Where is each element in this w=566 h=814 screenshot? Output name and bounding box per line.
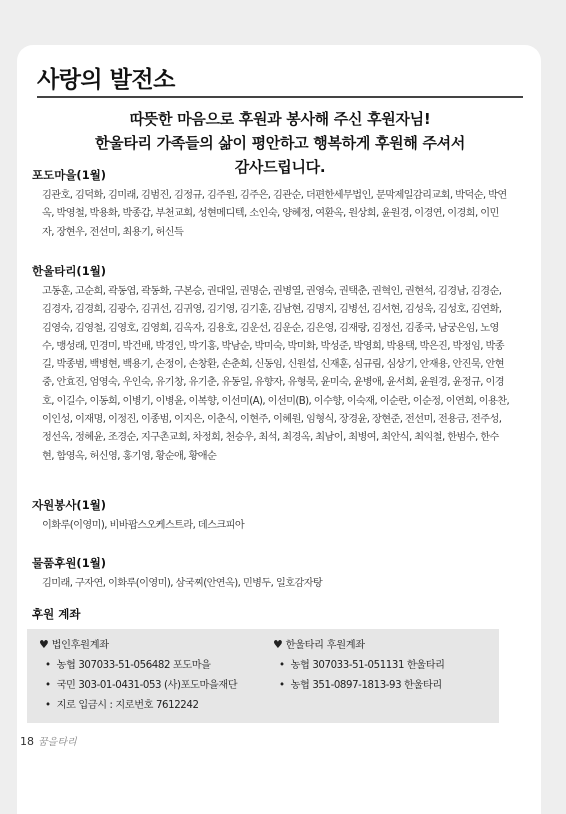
account-item: • 지로 입금시 : 지로번호 7612242 — [45, 700, 199, 711]
donor-list-han: 고동훈, 고순희, 곽동엽, 곽동화, 구본승, 권대일, 권명순, 권병열, 권영숙, 권택춘, 권혁인, 권현석, 김경남, 김경순, 김경자, 김경희, 김광수, 김귀선, 김귀영, 김기영, 김기훈, 김남현, 김명지, 김병선, 김서현, 김성욱, 김성호, 김연화, 김영숙, 김영철, 김영호, 김영희, 김옥자, 김용호, 김운선, 김운순, 김은영, 김재랑, 김정선, 김종국, 남궁은임, 노영수, 맹성래, 민경미, 박건배, 박경인, 박기홍, 박남순, 박미숙, 박미화, 박성준, 박영희, 박용택, 박은진, 박정임, 박종길, 박종범, 백병현, 백용기, 손정이, 손창환, 손춘희, 신동임, 신원섭, 신재훈, 심규림, 심상기, 안재용, 안진묵, 안현중, 안효진, 엄영숙, 우인숙, 유기창, 유기춘, 유동일, 유향자, 유형묵, 윤미숙, 윤병애, 윤서희, 윤원경, 윤정규, 이경호, 이길수, 이동희, 이병기, 이병윤, 이복향, 이선미(A), 이선미(B), 이수향, 이숙재, 이순란, 이순정, 이연희, 이용찬, 이인성, 이재명, 이정진, 이종범, 이지은, 이춘식, 이현주, 이혜원, 임형식, 장경윤, 장현준, 전선미, 전용금, 전주성, 정선옥, 정혜윤, 조경순, 지구촌교회, 차정희, 천승우, 최석, 최경옥, 최남이, 최병여, 최안식, 최익철, 한범수, 한수현, 함영옥, 허신영, 홍기영, 황순애, 황애순 — [42, 286, 510, 462]
section-title-podo: 포도마을(1월) — [32, 168, 107, 182]
account-item: • 농협 307033-51-051131 한울타리 — [279, 660, 445, 671]
account-heading-hanultari: ♥ 한울타리 후원계좌 — [273, 638, 365, 651]
section-title-han: 한울타리(1월) — [32, 264, 107, 278]
bullet-icon: • — [45, 680, 51, 691]
account-column-hanultari — [273, 635, 493, 696]
section-volunteer — [32, 497, 510, 535]
bullet-icon: • — [45, 700, 51, 711]
section-podo — [32, 167, 510, 242]
section-han — [32, 263, 510, 466]
heart-icon: ♥ — [39, 638, 49, 651]
bullet-icon: • — [279, 660, 285, 671]
page-footer — [20, 733, 77, 748]
page-number: 18 — [20, 735, 34, 748]
thanks-line: 감사드립니다. — [234, 158, 326, 176]
thanks-line: 따뜻한 마음으로 후원과 봉사해 주신 후원자님! — [129, 110, 431, 128]
bullet-icon: • — [279, 680, 285, 691]
donor-list-goods: 김미래, 구자연, 이화루(이영미), 삼국찌(안연옥), 민병두, 일호감자탕 — [42, 578, 323, 589]
thanks-line: 한울타리 가족들의 삶이 평안하고 행복하게 후원해 주셔서 — [94, 134, 466, 152]
section-title-goods: 물품후원(1월) — [32, 556, 107, 570]
account-item: • 국민 303-01-0431-053 (사)포도마을재단 — [45, 680, 238, 691]
heart-icon: ♥ — [273, 638, 283, 651]
section-title-volunteer: 자원봉사(1월) — [32, 498, 107, 512]
account-item: • 농협 307033-51-056482 포도마을 — [45, 660, 211, 671]
section-goods — [32, 555, 510, 593]
account-item: • 농협 351-0897-1813-93 한울타리 — [279, 680, 442, 691]
donor-list-volunteer: 이화루(이영미), 비바팝스오케스트라, 데스크피아 — [42, 520, 245, 531]
section-account — [32, 606, 510, 622]
section-title-account: 후원 계좌 — [32, 607, 81, 621]
donor-list-podo: 김관호, 김덕화, 김미래, 김범진, 김정규, 김주원, 김주은, 김관순, 더편한세무법인, 문막제일감리교회, 박덕순, 박연옥, 박영철, 박용화, 박종갑, 부천교회, 성현메디텍, 소인숙, 양혜정, 여환옥, 원상희, 윤원경, 이경연, 이경희, 이민자, 장현우, 전선미, 최용기, 허신득 — [42, 190, 507, 238]
magazine-logo: 꿈을타리 — [38, 737, 77, 748]
title-divider — [37, 96, 523, 98]
page-title: 사랑의 발전소 — [37, 67, 175, 93]
account-heading-corporate: ♥ 법인후원계좌 — [39, 638, 109, 651]
account-column-corporate — [39, 635, 269, 716]
account-box — [27, 629, 499, 723]
bullet-icon: • — [45, 660, 51, 671]
